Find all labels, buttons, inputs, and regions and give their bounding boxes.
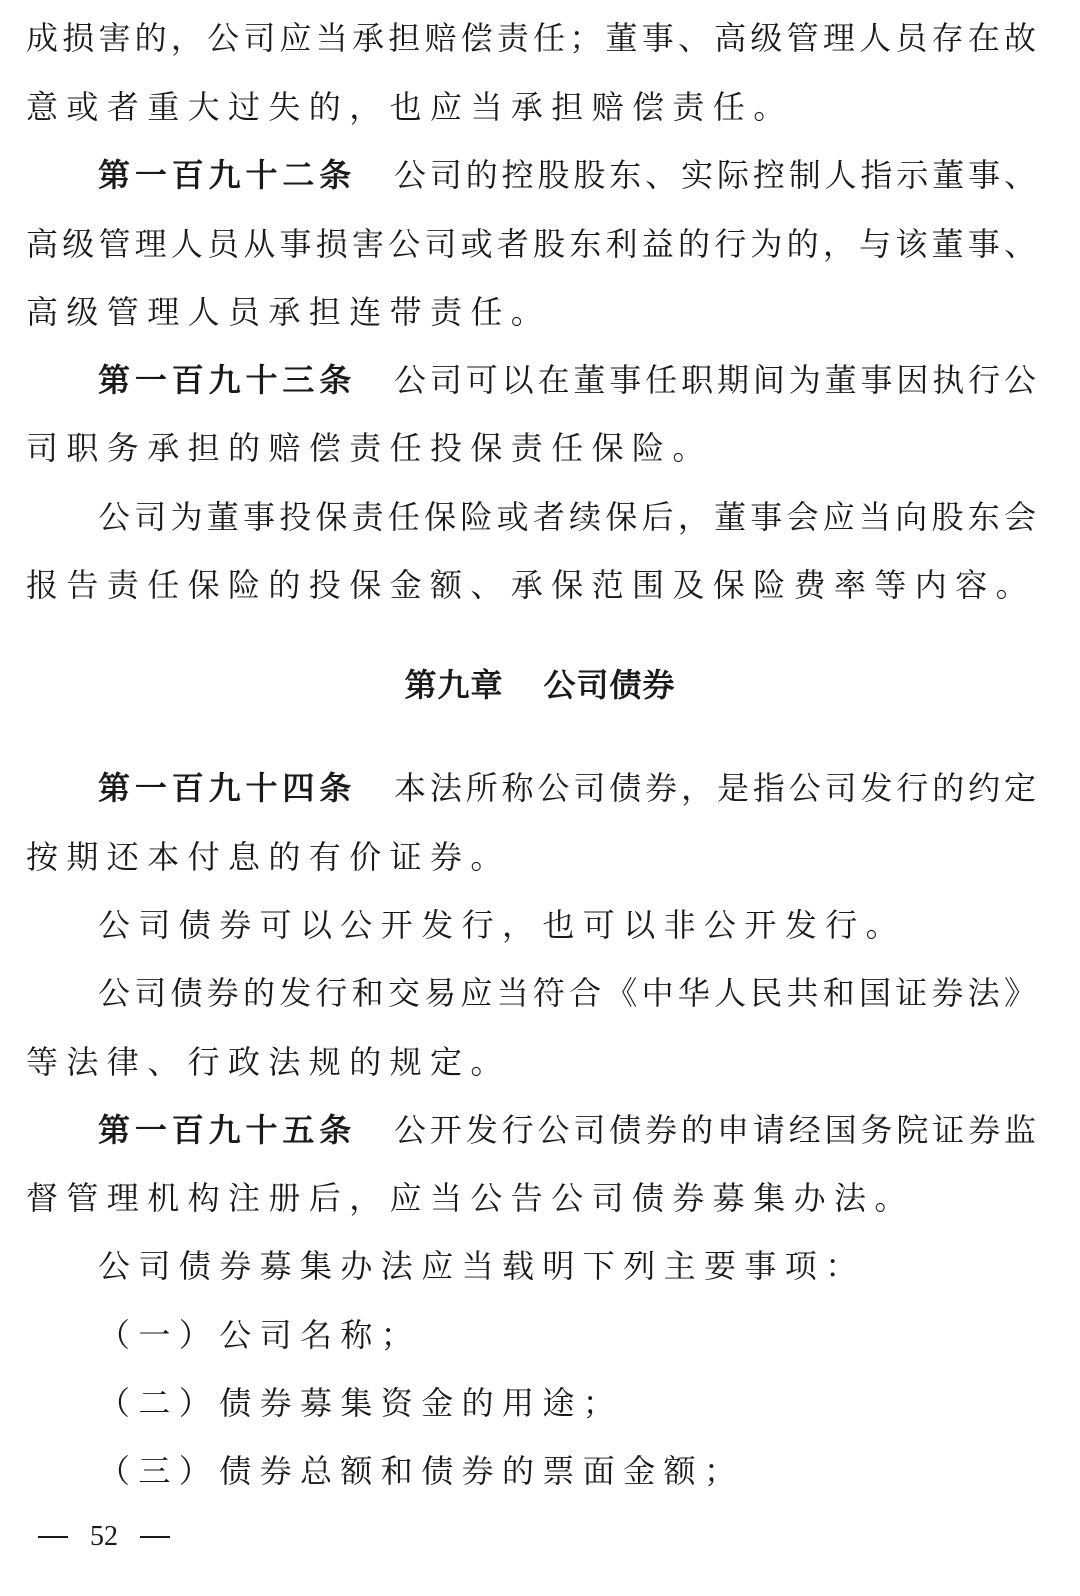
text-line: 公司债券募集办法应当载明下列主要事项： [98,1247,866,1285]
article-193-first-line [98,360,1036,400]
list-item: （二）债券募集资金的用途； [98,1384,624,1422]
text-line: 公司债券可以公开发行，也可以非公开发行。 [98,906,907,944]
list-item: （一）公司名称； [98,1316,422,1354]
article-193-heading: 第一百九十三条 [98,361,357,399]
chapter-number: 第九章 [404,666,504,704]
article-194-text: 本法所称公司债券，是指公司发行的约定 [390,769,1036,807]
article-194-first-line [98,768,1036,808]
text-line: 公司债券的发行和交易应当符合《中华人民共和国证券法》 [98,974,1036,1012]
article-195-first-line [98,1110,1036,1150]
chapter-heading [0,665,1080,705]
text-line: 司职务承担的赔偿责任投保责任保险。 [26,429,713,467]
article-193-text: 公司可以在董事任职期间为董事因执行公 [390,361,1036,399]
text-line: 高级管理人员承担连带责任。 [26,293,552,331]
article-192-heading: 第一百九十二条 [98,156,357,194]
page-footer [38,1519,170,1555]
footer-dash-right [140,1536,170,1538]
article-194-heading: 第一百九十四条 [98,769,357,807]
text-line: 公司为董事投保责任保险或者续保后，董事会应当向股东会 [98,498,1036,536]
text-line: 等法律、行政法规的规定。 [26,1043,511,1081]
article-195-text: 公开发行公司债券的申请经国务院证券监 [390,1111,1036,1149]
text-line: 按期还本付息的有价证券。 [26,838,511,876]
chapter-title: 公司债券 [543,666,676,704]
page-number: 52 [90,1521,118,1552]
footer-dash-left [38,1536,68,1538]
text-line: 报告责任保险的投保金额、承保范围及保险费率等内容。 [26,566,1037,604]
text-line: 督管理机构注册后，应当公告公司债券募集办法。 [26,1179,915,1217]
list-item: （三）债券总额和债券的票面金额； [98,1452,745,1490]
text-line: 高级管理人员从事损害公司或者股东利益的行为的，与该董事、 [26,225,1036,263]
text-line: 意或者重大过失的，也应当承担赔偿责任。 [26,88,794,126]
article-195-heading: 第一百九十五条 [98,1111,357,1149]
article-192-first-line [98,155,1036,195]
article-192-text: 公司的控股股东、实际控制人指示董事、 [390,156,1036,194]
text-line: 成损害的，公司应当承担赔偿责任；董事、高级管理人员存在故 [26,19,1036,57]
